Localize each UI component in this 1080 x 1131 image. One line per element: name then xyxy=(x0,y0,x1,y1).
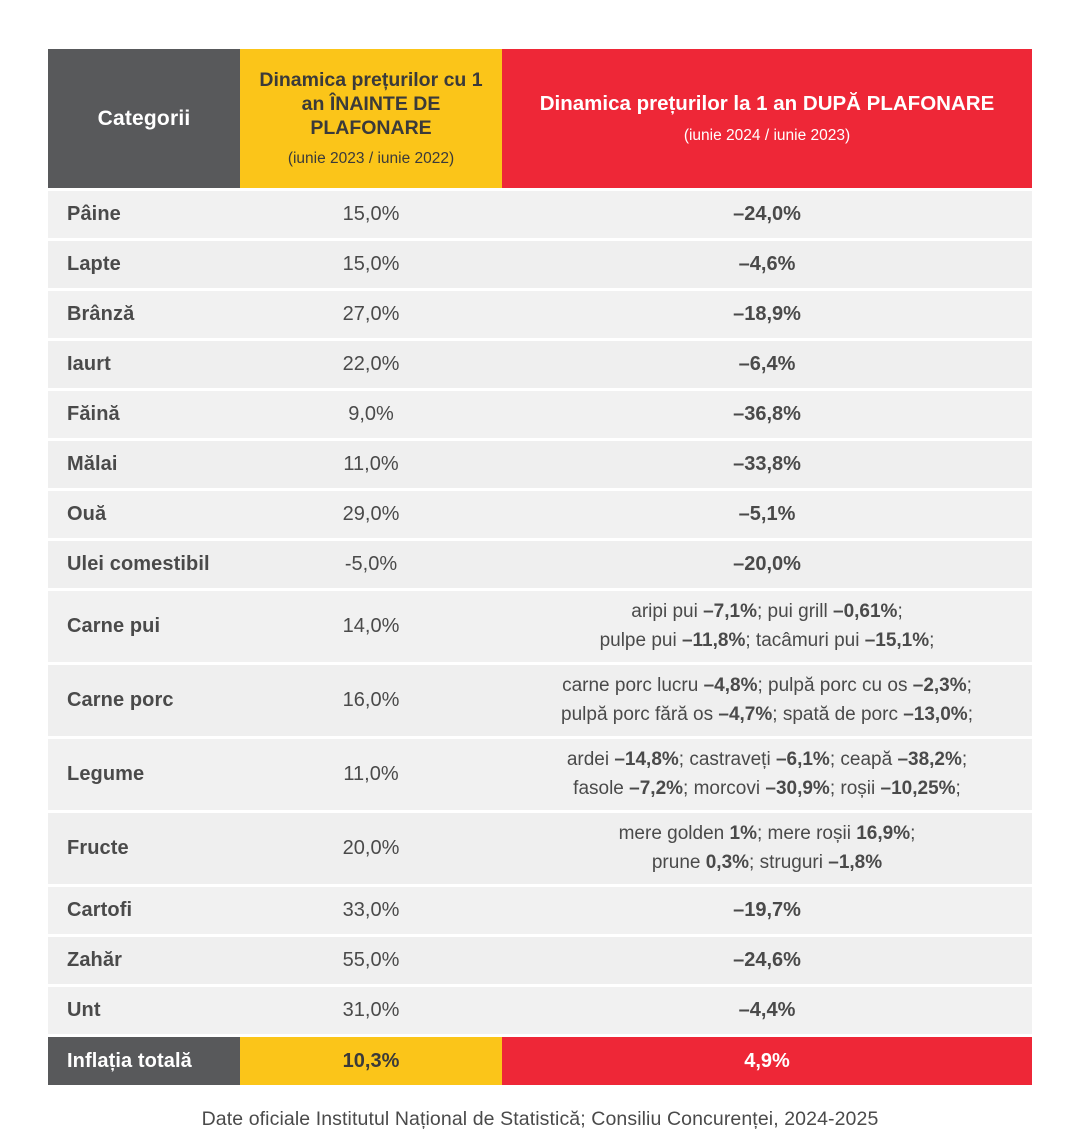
row-after-detail xyxy=(502,591,1032,662)
row-category: Carne porc xyxy=(48,665,240,736)
header-after-title: Dinamica prețurilor la 1 an DUPĂ PLAFONARE xyxy=(539,91,995,115)
table-row xyxy=(48,541,1032,588)
row-after-line: pulpe pui –11,8%; tacâmuri pui –15,1%; xyxy=(599,629,935,651)
row-before-value: 9,0% xyxy=(240,391,502,438)
table-body xyxy=(48,191,1032,1085)
row-after-value: –19,7% xyxy=(502,887,1032,934)
header-after-plafonare xyxy=(502,49,1032,188)
source-footnote: Date oficiale Institutul Național de Statistică; Consiliu Concurenței, 2024-2025 xyxy=(201,1108,879,1130)
row-before-value: 55,0% xyxy=(240,937,502,984)
row-after-value: –24,0% xyxy=(502,191,1032,238)
total-label: Inflația totală xyxy=(48,1037,240,1085)
header-before-title: Dinamica prețurilor cu 1 an ÎNAINTE DE PLAFONARE xyxy=(259,69,483,139)
row-category: Pâine xyxy=(48,191,240,238)
row-after-value: –4,6% xyxy=(502,241,1032,288)
table-row xyxy=(48,739,1032,810)
total-after-value: 4,9% xyxy=(502,1037,1032,1085)
table-row xyxy=(48,391,1032,438)
row-after-line: prune 0,3%; struguri –1,8% xyxy=(651,851,883,873)
table-row xyxy=(48,987,1032,1034)
row-before-value: 27,0% xyxy=(240,291,502,338)
row-after-line: aripi pui –7,1%; pui grill –0,61%; xyxy=(631,601,903,622)
row-after-value: –36,8% xyxy=(502,391,1032,438)
row-after-value: –20,0% xyxy=(502,541,1032,588)
row-after-detail xyxy=(502,739,1032,810)
table-row xyxy=(48,591,1032,662)
table-row xyxy=(48,813,1032,884)
row-before-value: 33,0% xyxy=(240,887,502,934)
table-row xyxy=(48,241,1032,288)
row-category: Legume xyxy=(48,739,240,810)
row-before-value: 15,0% xyxy=(240,241,502,288)
row-category: Ouă xyxy=(48,491,240,538)
table-row xyxy=(48,341,1032,388)
header-before-plafonare xyxy=(240,49,502,188)
row-before-value: 20,0% xyxy=(240,813,502,884)
row-before-value: 16,0% xyxy=(240,665,502,736)
row-after-value: –4,4% xyxy=(502,987,1032,1034)
row-before-value: 11,0% xyxy=(240,739,502,810)
row-before-value: 15,0% xyxy=(240,191,502,238)
row-after-value: –5,1% xyxy=(502,491,1032,538)
table-row xyxy=(48,665,1032,736)
table-row xyxy=(48,191,1032,238)
row-category: Carne pui xyxy=(48,591,240,662)
row-category: Făină xyxy=(48,391,240,438)
row-after-detail xyxy=(502,665,1032,736)
table-total-row xyxy=(48,1037,1032,1085)
table-row xyxy=(48,491,1032,538)
row-category: Cartofi xyxy=(48,887,240,934)
table-row xyxy=(48,441,1032,488)
row-category: Fructe xyxy=(48,813,240,884)
price-comparison-table xyxy=(48,46,1032,1088)
table-header xyxy=(48,49,1032,188)
row-category: Unt xyxy=(48,987,240,1034)
row-after-line: pulpă porc fără os –4,7%; spată de porc –13,0%; xyxy=(561,703,973,725)
row-before-value: 11,0% xyxy=(240,441,502,488)
row-before-value: 14,0% xyxy=(240,591,502,662)
row-after-value: –24,6% xyxy=(502,937,1032,984)
total-before-value: 10,3% xyxy=(240,1037,502,1085)
row-after-detail xyxy=(502,813,1032,884)
row-category: Lapte xyxy=(48,241,240,288)
table-row xyxy=(48,937,1032,984)
row-after-line: fasole –7,2%; morcovi –30,9%; roșii –10,25%; xyxy=(573,777,961,799)
row-category: Ulei comestibil xyxy=(48,541,240,588)
table-row xyxy=(48,291,1032,338)
row-before-value: 29,0% xyxy=(240,491,502,538)
header-category: Categorii xyxy=(48,49,240,188)
row-after-value: –6,4% xyxy=(502,341,1032,388)
header-before-subtitle: (iunie 2023 / iunie 2022) xyxy=(287,149,455,167)
row-after-line: mere golden 1%; mere roșii 16,9%; xyxy=(618,823,916,844)
row-before-value: 31,0% xyxy=(240,987,502,1034)
row-category: Mălai xyxy=(48,441,240,488)
row-category: Zahăr xyxy=(48,937,240,984)
row-after-value: –33,8% xyxy=(502,441,1032,488)
row-after-line: carne porc lucru –4,8%; pulpă porc cu os –2,3%; xyxy=(562,675,972,696)
row-after-value: –18,9% xyxy=(502,291,1032,338)
row-before-value: 22,0% xyxy=(240,341,502,388)
table-row xyxy=(48,887,1032,934)
row-category: Brânză xyxy=(48,291,240,338)
header-after-subtitle: (iunie 2024 / iunie 2023) xyxy=(683,127,851,145)
row-category: Iaurt xyxy=(48,341,240,388)
row-after-line: ardei –14,8%; castraveți –6,1%; ceapă –38,2%; xyxy=(566,749,968,770)
row-before-value: -5,0% xyxy=(240,541,502,588)
